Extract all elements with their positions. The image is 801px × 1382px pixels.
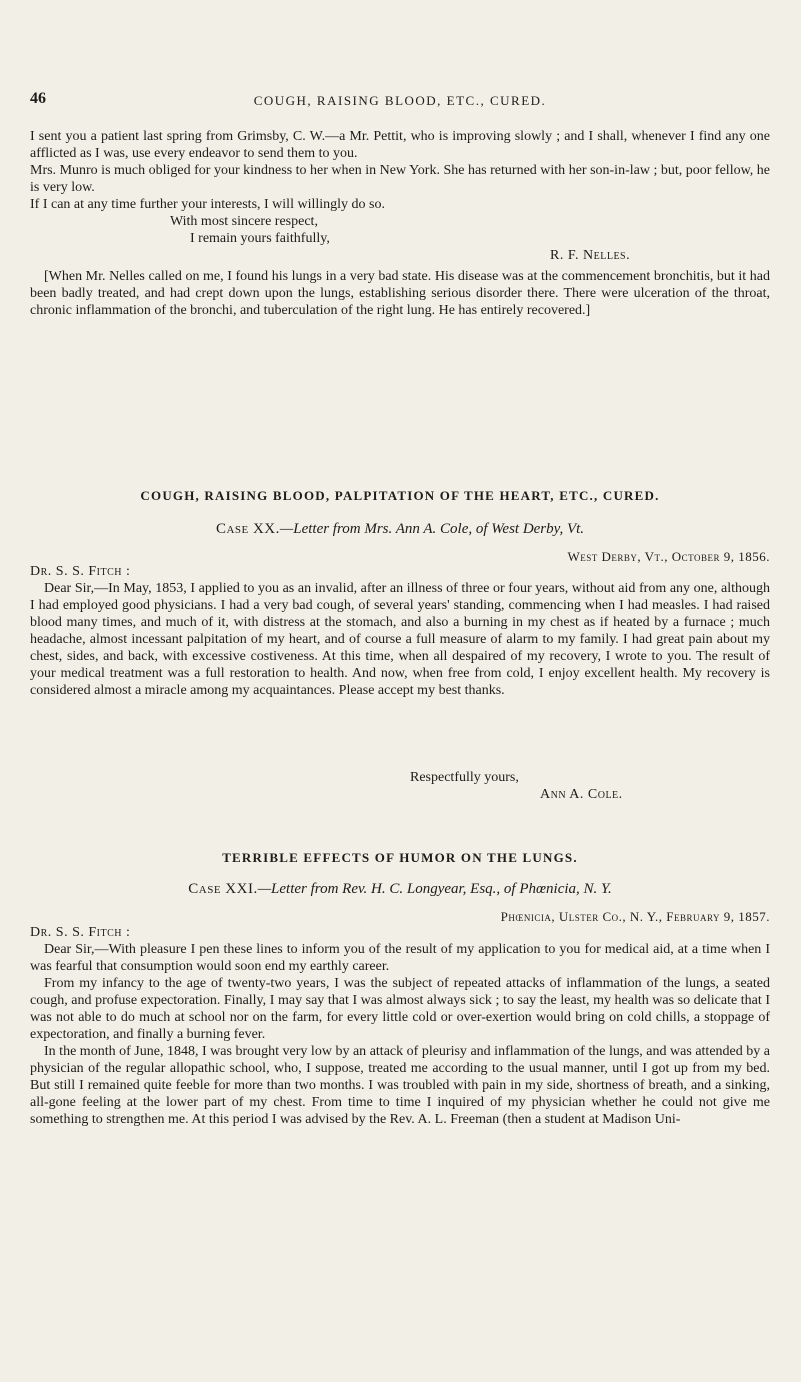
editor-note (30, 268, 770, 319)
dateline-block (30, 909, 770, 925)
paragraph: Mrs. Munro is much obliged for your kindness to her when in New York. She has returned with her son-in-law ; but, poor fellow, he is very low. (30, 163, 770, 195)
page-header (30, 90, 770, 116)
paragraph: If I can at any time further your interests, I will willingly do so. (30, 197, 385, 212)
closing-line: Respectfully yours, (410, 770, 519, 785)
paragraph: I sent you a patient last spring from Grimsby, C. W.—a Mr. Pettit, who is improving slowly ; and I shall, whenever I find any one afflicted as I was, use every endeavor to send them to you. (30, 129, 770, 161)
salutation: Dr. S. S. Fitch : (30, 925, 131, 940)
paragraph: Dear Sir,—With pleasure I pen these lines to inform you of the result of my application to you for medical aid, at a time when I was fearful that consumption would soon end my earthly career. (30, 942, 770, 974)
case-heading (30, 881, 770, 898)
page-number: 46 (30, 90, 46, 107)
letter-closing (30, 769, 770, 803)
case-label: Case XXI. (188, 881, 258, 897)
salutation: Dr. S. S. Fitch : (30, 564, 131, 579)
running-head: COUGH, RAISING BLOOD, ETC., CURED. (253, 93, 547, 108)
closing-line: With most sincere respect, (170, 214, 318, 229)
dateline: Phœnicia, Ulster Co., N. Y., February 9, 1857. (500, 909, 770, 924)
closing-line: I remain yours faithfully, (190, 231, 330, 246)
letter-body (30, 925, 770, 1128)
dateline-block (30, 549, 770, 565)
signature: Ann A. Cole. (540, 787, 623, 802)
case-label: Case XX. (215, 521, 280, 537)
note-paragraph: [When Mr. Nelles called on me, I found his lungs in a very bad state. His disease was at the commencement bronchitis, but it had been badly treated, and had crept down upon the lungs, establishing serious disorder there. There were ulceration of the throat, chronic inflammation of the bronchi, and tuberculation of the right lung. He has entirely recovered.] (30, 269, 770, 318)
letter-body (30, 564, 770, 699)
letter-continuation (30, 128, 770, 213)
signature: R. F. Nelles. (550, 248, 631, 263)
case-description: —Letter from Mrs. Ann A. Cole, of West Derby, Vt. (279, 521, 585, 537)
case-description: —Letter from Rev. H. C. Longyear, Esq., of Phœnicia, N. Y. (257, 881, 612, 897)
letter-closing (30, 213, 770, 264)
paragraph: From my infancy to the age of twenty-two years, I was the subject of repeated attacks of inflammation of the lungs, a seated cough, and profuse expectoration. Finally, I may say that I was almost always sick ; to say the least, my health was so delicate that I was not able to do much at school nor on the farm, for every little cold or over-exertion would bring on cold chills, a stoppage of expectoration, and finally a burning fever. (30, 976, 770, 1042)
case-heading (30, 521, 770, 538)
paragraph: Dear Sir,—In May, 1853, I applied to you as an invalid, after an illness of three or four years, without aid from any one, although I had employed good physicians. I had a very bad cough, of several years' standing, commencing when I had measles. I had raised blood many times, and much of it, with distress at the stomach, and also a burning in my chest as if heated by a furnace ; much headache, almost incessant palpitation of my heart, and of course a full measure of alarm to my family. I had great pain about my chest, sides, and back, with excessive costiveness. At this time, when all despaired of my recovery, I wrote to you. The result of your medical treatment was a full restoration to health. And now, when free from cold, I enjoy excellent health. My recovery is considered almost a miracle among my acquaintances. Please accept my best thanks. (30, 581, 770, 698)
paragraph: In the month of June, 1848, I was brought very low by an attack of pleurisy and inflammation of the lungs, and was attended by a physician of the regular allopathic school, who, I suppose, treated me according to the usual manner, until I got up from my bed. But still I remained quite feeble for more than two months. I was troubled with pain in my side, shortness of breath, and a sinking, all-gone feeling at the lower part of my chest. From time to time I inquired of my physician whether he could not give me something to strengthen me. At this period I was advised by the Rev. A. L. Freeman (then a student at Madison Uni- (30, 1044, 770, 1127)
section-title: TERRIBLE EFFECTS OF HUMOR ON THE LUNGS. (222, 850, 578, 865)
dateline: West Derby, Vt., October 9, 1856. (567, 549, 770, 564)
section-heading (30, 850, 770, 866)
section-heading (30, 488, 770, 504)
section-title: COUGH, RAISING BLOOD, PALPITATION OF THE HEART, ETC., CURED. (140, 488, 660, 503)
